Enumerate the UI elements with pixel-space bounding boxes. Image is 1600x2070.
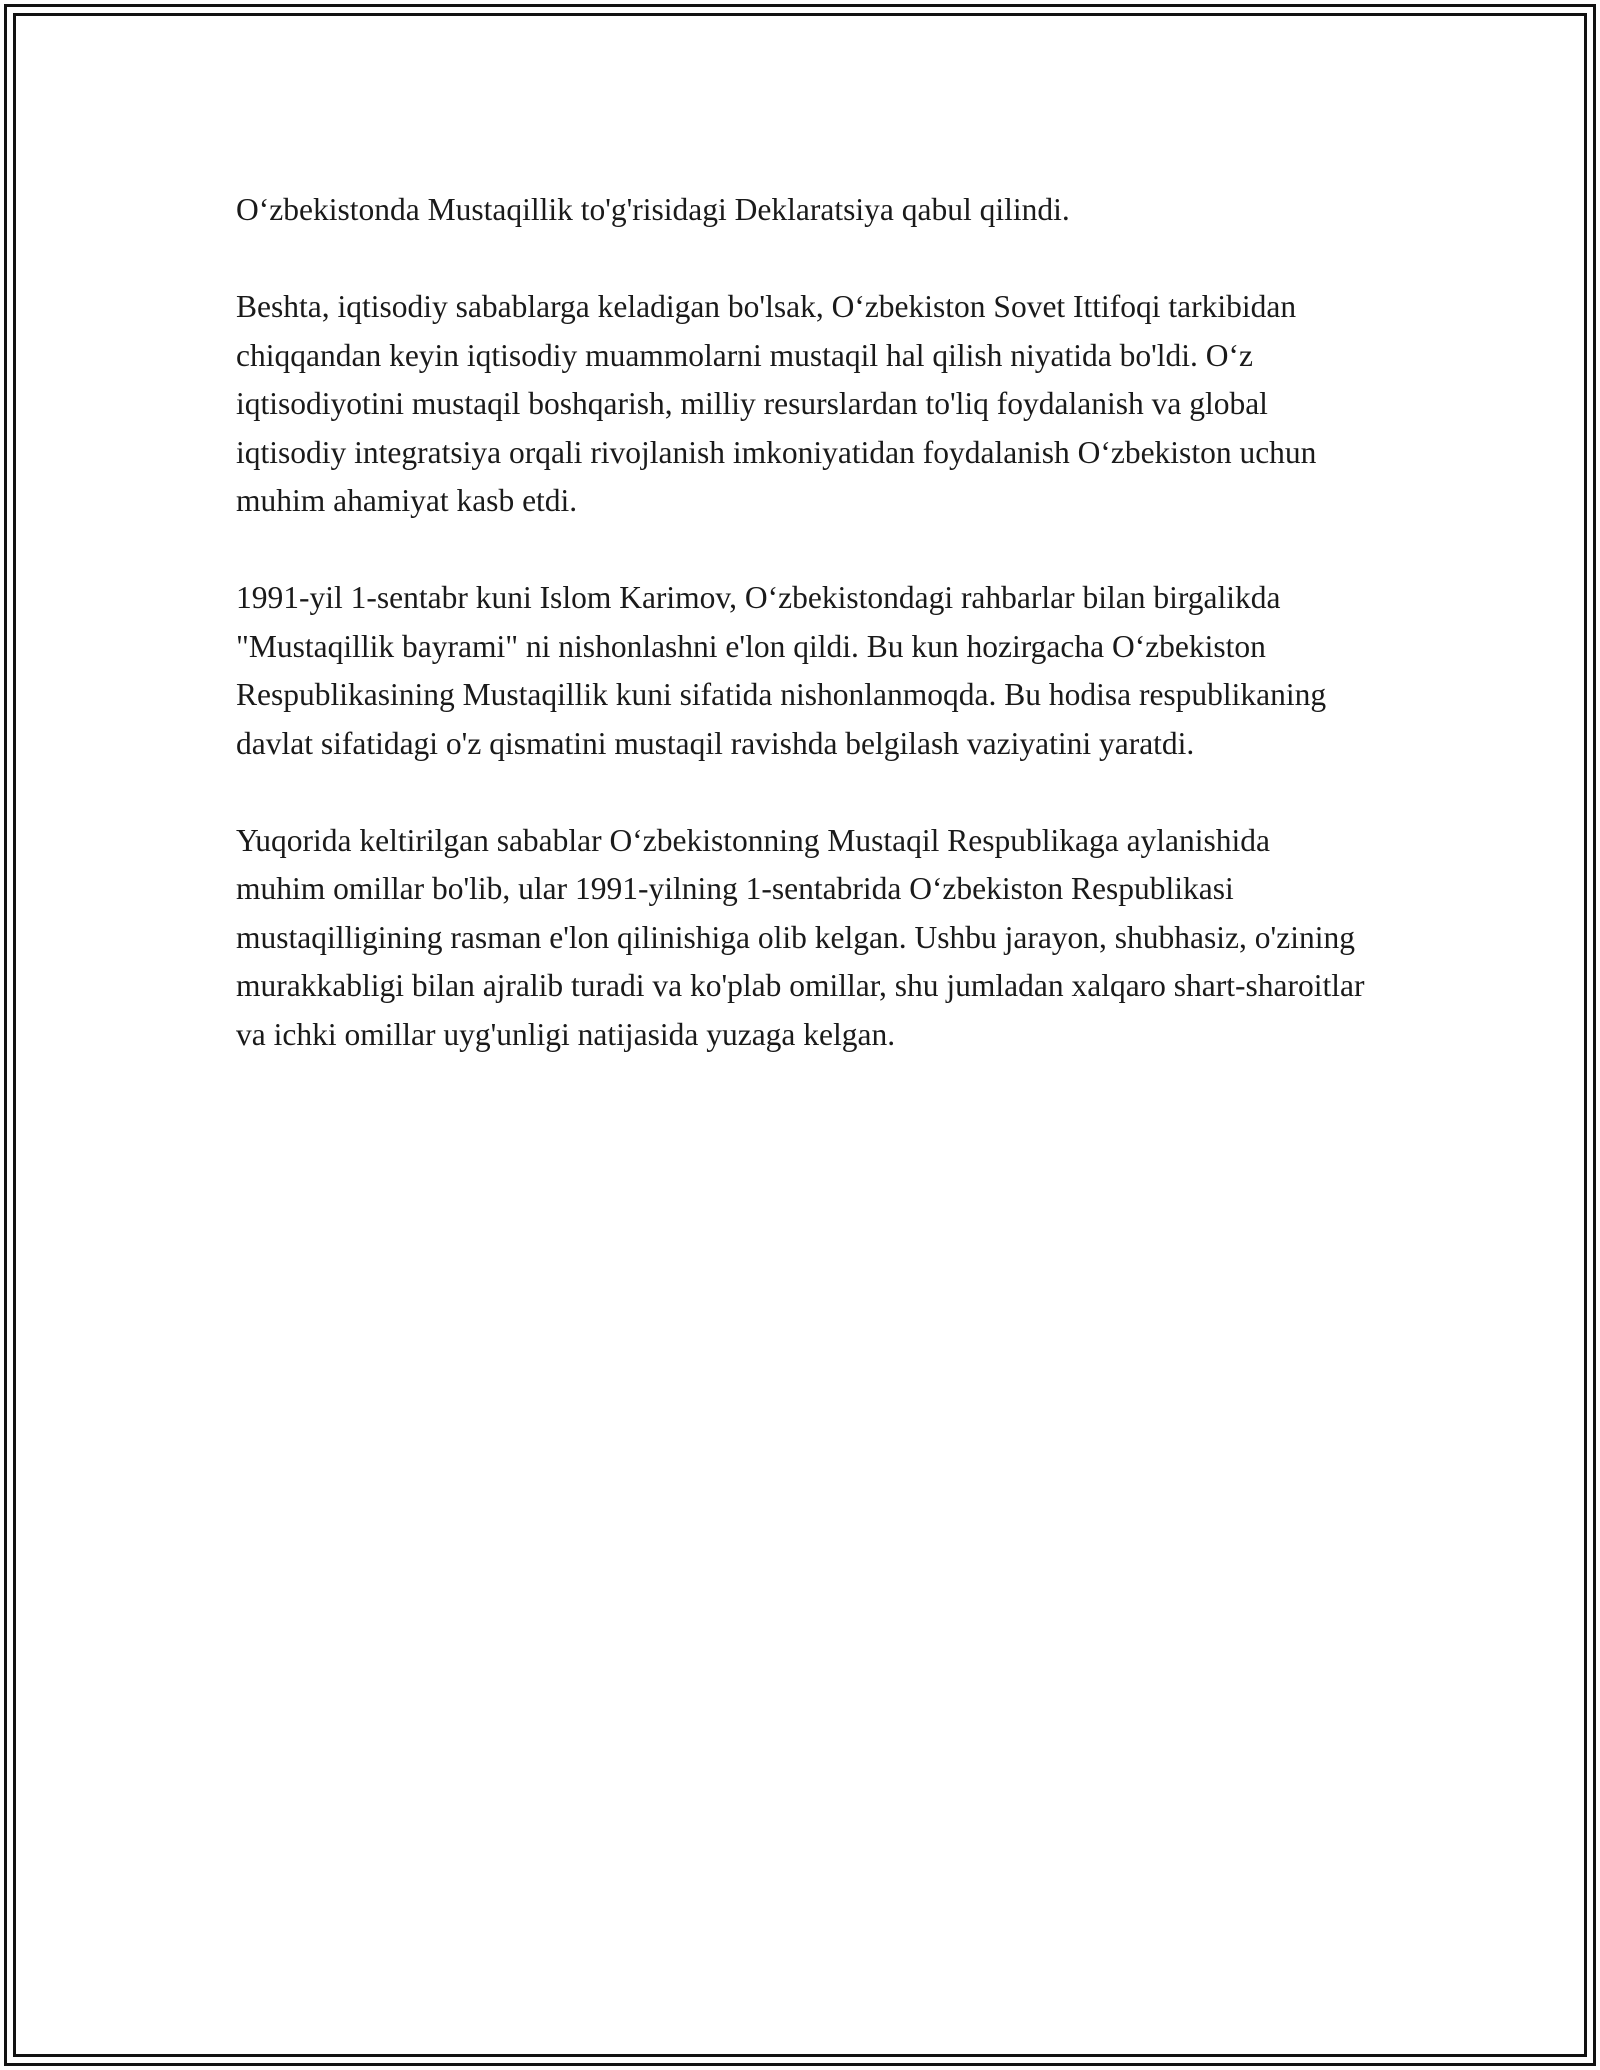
paragraph-declaration: O‘zbekistonda Mustaqillik to'g'risidagi Deklaratsiya qabul qilindi. — [236, 192, 1070, 227]
paragraph-economic-reasons: Beshta, iqtisodiy sabablarga keladigan bo'lsak, O‘zbekiston Sovet Ittifoqi tarkibidan chiqqandan keyin iqtisodiy muammolarni mustaqil hal qilish niyatida bo'ldi. O‘z iqtisodiyotini mustaqil boshqarish, milliy resurslardan to'liq foydalanish va global iqtisodiy integratsiya orqali rivojlanish imkoniyatidan foydalanish O‘zbekiston uchun muhim ahamiyat kasb etdi. — [236, 289, 1317, 518]
document-body — [236, 186, 1366, 1108]
paragraph-conclusion: Yuqorida keltirilgan sabablar O‘zbekistonning Mustaqil Respublikaga aylanishida muhim omillar bo'lib, ular 1991-yilning 1-sentabrida O‘zbekiston Respublikasi mustaqilligining rasman e'lon qilinishiga olib kelgan. Ushbu jarayon, shubhasiz, o'zining murakkabligi bilan ajralib turadi va ko'plab omillar, shu jumladan xalqaro shart-sharoitlar va ichki omillar uyg'unligi natijasida yuzaga kelgan. — [236, 822, 1365, 1052]
paragraph-independence-day: 1991-yil 1-sentabr kuni Islom Karimov, O‘zbekistondagi rahbarlar bilan birgalikda "Mustaqillik bayrami" ni nishonlashni e'lon qildi. Bu kun hozirgacha O‘zbekiston Respublikasining Mustaqillik kuni sifatida nishonlanmoqda. Bu hodisa respublikaning davlat sifatidagi o'z qismatini mustaqil ravishda belgilash vaziyatini yaratdi. — [236, 580, 1327, 761]
